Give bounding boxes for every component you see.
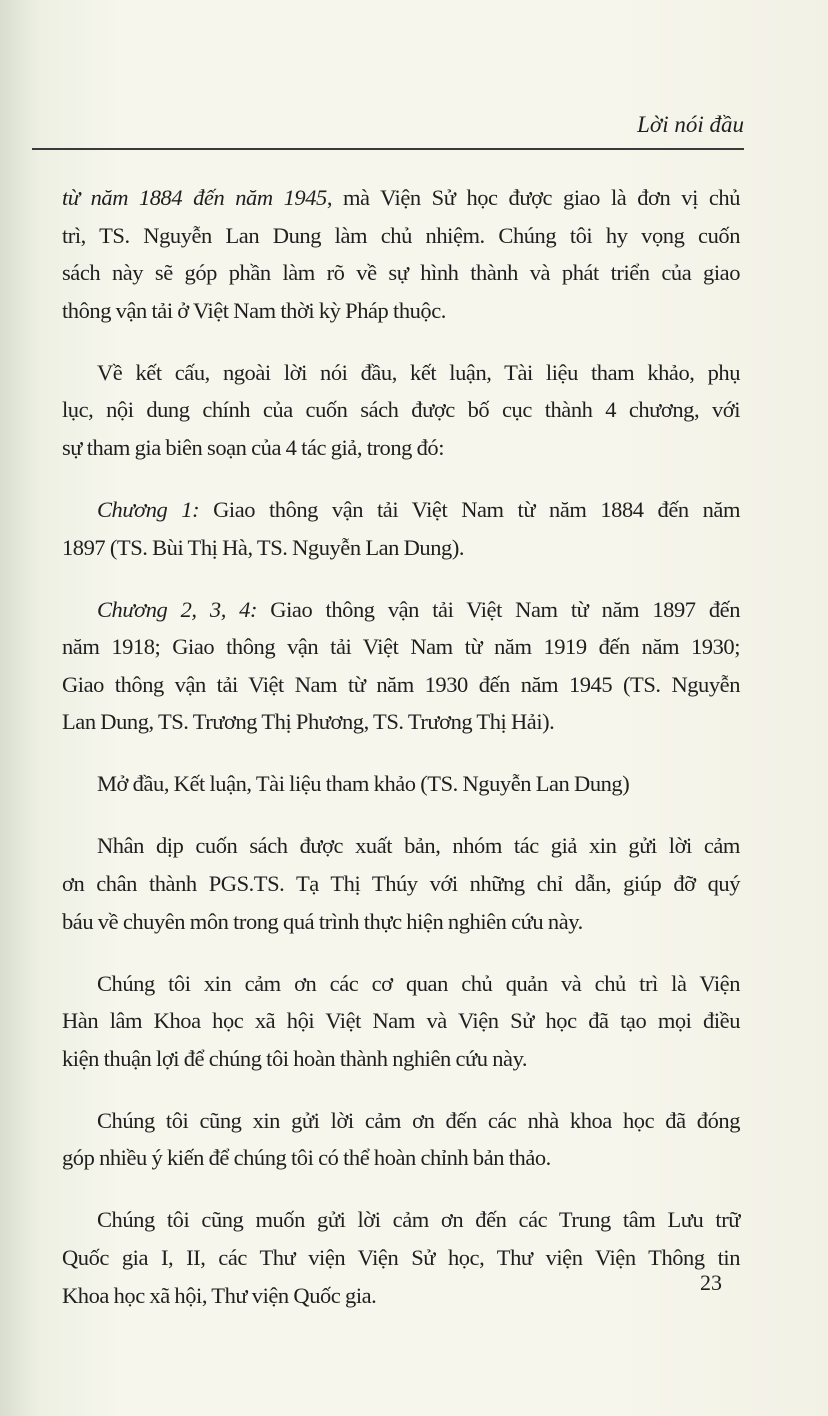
header-rule: [32, 148, 744, 150]
text-line: [97, 833, 740, 859]
text-segment: ơn chân thành PGS.TS. Tạ Thị Thúy với những chỉ dẫn, giúp đỡ quý: [62, 871, 740, 896]
text-segment: Giao thông vận tải Việt Nam từ năm 1930 đến năm 1945 (TS. Nguyễn: [62, 672, 740, 697]
text-segment: Chúng tôi cũng muốn gửi lời cảm ơn đến các Trung tâm Lưu trữ: [97, 1207, 740, 1232]
text-line: [62, 535, 740, 561]
text-line: [62, 634, 740, 660]
text-segment: kiện thuận lợi để chúng tôi hoàn thành nghiên cứu này.: [62, 1046, 528, 1071]
text-line: [62, 909, 740, 935]
text-line: [62, 1145, 740, 1171]
text-segment: Khoa học xã hội, Thư viện Quốc gia.: [62, 1283, 377, 1308]
text-segment: Mở đầu, Kết luận, Tài liệu tham khảo (TS. Nguyễn Lan Dung): [97, 771, 630, 796]
text-segment: sách này sẽ góp phần làm rõ về sự hình thành và phát triển của giao: [62, 260, 740, 285]
text-line: [97, 1207, 740, 1233]
text-segment: Về kết cấu, ngoài lời nói đầu, kết luận, Tài liệu tham khảo, phụ: [97, 360, 740, 385]
text-line: [62, 260, 740, 286]
text-line: [62, 672, 740, 698]
running-header: Lời nói đầu: [637, 112, 744, 137]
italic-text: từ năm 1884 đến năm 1945: [62, 185, 327, 210]
text-line: [97, 1108, 740, 1134]
text-line: [62, 1283, 740, 1309]
text-line: [97, 360, 740, 386]
text-segment: báu về chuyên môn trong quá trình thực hiện nghiên cứu này.: [62, 909, 583, 934]
italic-text: Chương 1:: [97, 497, 200, 522]
text-segment: sự tham gia biên soạn của 4 tác giả, trong đó:: [62, 435, 445, 460]
text-line: [97, 771, 740, 797]
text-segment: , mà Viện Sử học được giao là đơn vị chủ: [326, 185, 740, 210]
page-number: 23: [700, 1270, 722, 1295]
text-segment: Nhân dịp cuốn sách được xuất bản, nhóm tác giả xin gửi lời cảm: [97, 833, 740, 858]
text-line: [97, 971, 740, 997]
text-segment: Hàn lâm Khoa học xã hội Việt Nam và Viện Sử học đã tạo mọi điều: [62, 1008, 740, 1033]
italic-text: Chương 2, 3, 4:: [97, 597, 258, 622]
text-segment: Lan Dung, TS. Trương Thị Phương, TS. Trương Thị Hải).: [62, 709, 555, 734]
text-segment: góp nhiều ý kiến để chúng tôi có thể hoàn chỉnh bản thảo.: [62, 1145, 551, 1170]
text-segment: thông vận tải ở Việt Nam thời kỳ Pháp thuộc.: [62, 298, 446, 323]
text-line: [62, 1245, 740, 1271]
text-line: [62, 435, 740, 461]
text-line: [62, 709, 740, 735]
text-line: [62, 223, 740, 249]
text-segment: Giao thông vận tải Việt Nam từ năm 1897 đến: [257, 597, 740, 622]
text-segment: Chúng tôi cũng xin gửi lời cảm ơn đến các nhà khoa học đã đóng: [97, 1108, 740, 1133]
text-segment: trì, TS. Nguyễn Lan Dung làm chủ nhiệm. Chúng tôi hy vọng cuốn: [62, 223, 740, 248]
text-line: [97, 597, 740, 623]
text-line: [62, 298, 740, 324]
text-segment: năm 1918; Giao thông vận tải Việt Nam từ năm 1919 đến năm 1930;: [62, 634, 740, 659]
text-line: [62, 871, 740, 897]
text-segment: lục, nội dung chính của cuốn sách được bố cục thành 4 chương, với: [62, 397, 740, 422]
text-line: [62, 1008, 740, 1034]
text-line: [62, 1046, 740, 1072]
text-segment: 1897 (TS. Bùi Thị Hà, TS. Nguyễn Lan Dung).: [62, 535, 465, 560]
text-segment: Chúng tôi xin cảm ơn các cơ quan chủ quản và chủ trì là Viện: [97, 971, 740, 996]
text-line: [62, 397, 740, 423]
text-segment: Quốc gia I, II, các Thư viện Viện Sử học, Thư viện Viện Thông tin: [62, 1245, 740, 1270]
text-line: [62, 185, 740, 211]
text-line: [97, 497, 740, 523]
text-segment: Giao thông vận tải Việt Nam từ năm 1884 đến năm: [199, 497, 740, 522]
